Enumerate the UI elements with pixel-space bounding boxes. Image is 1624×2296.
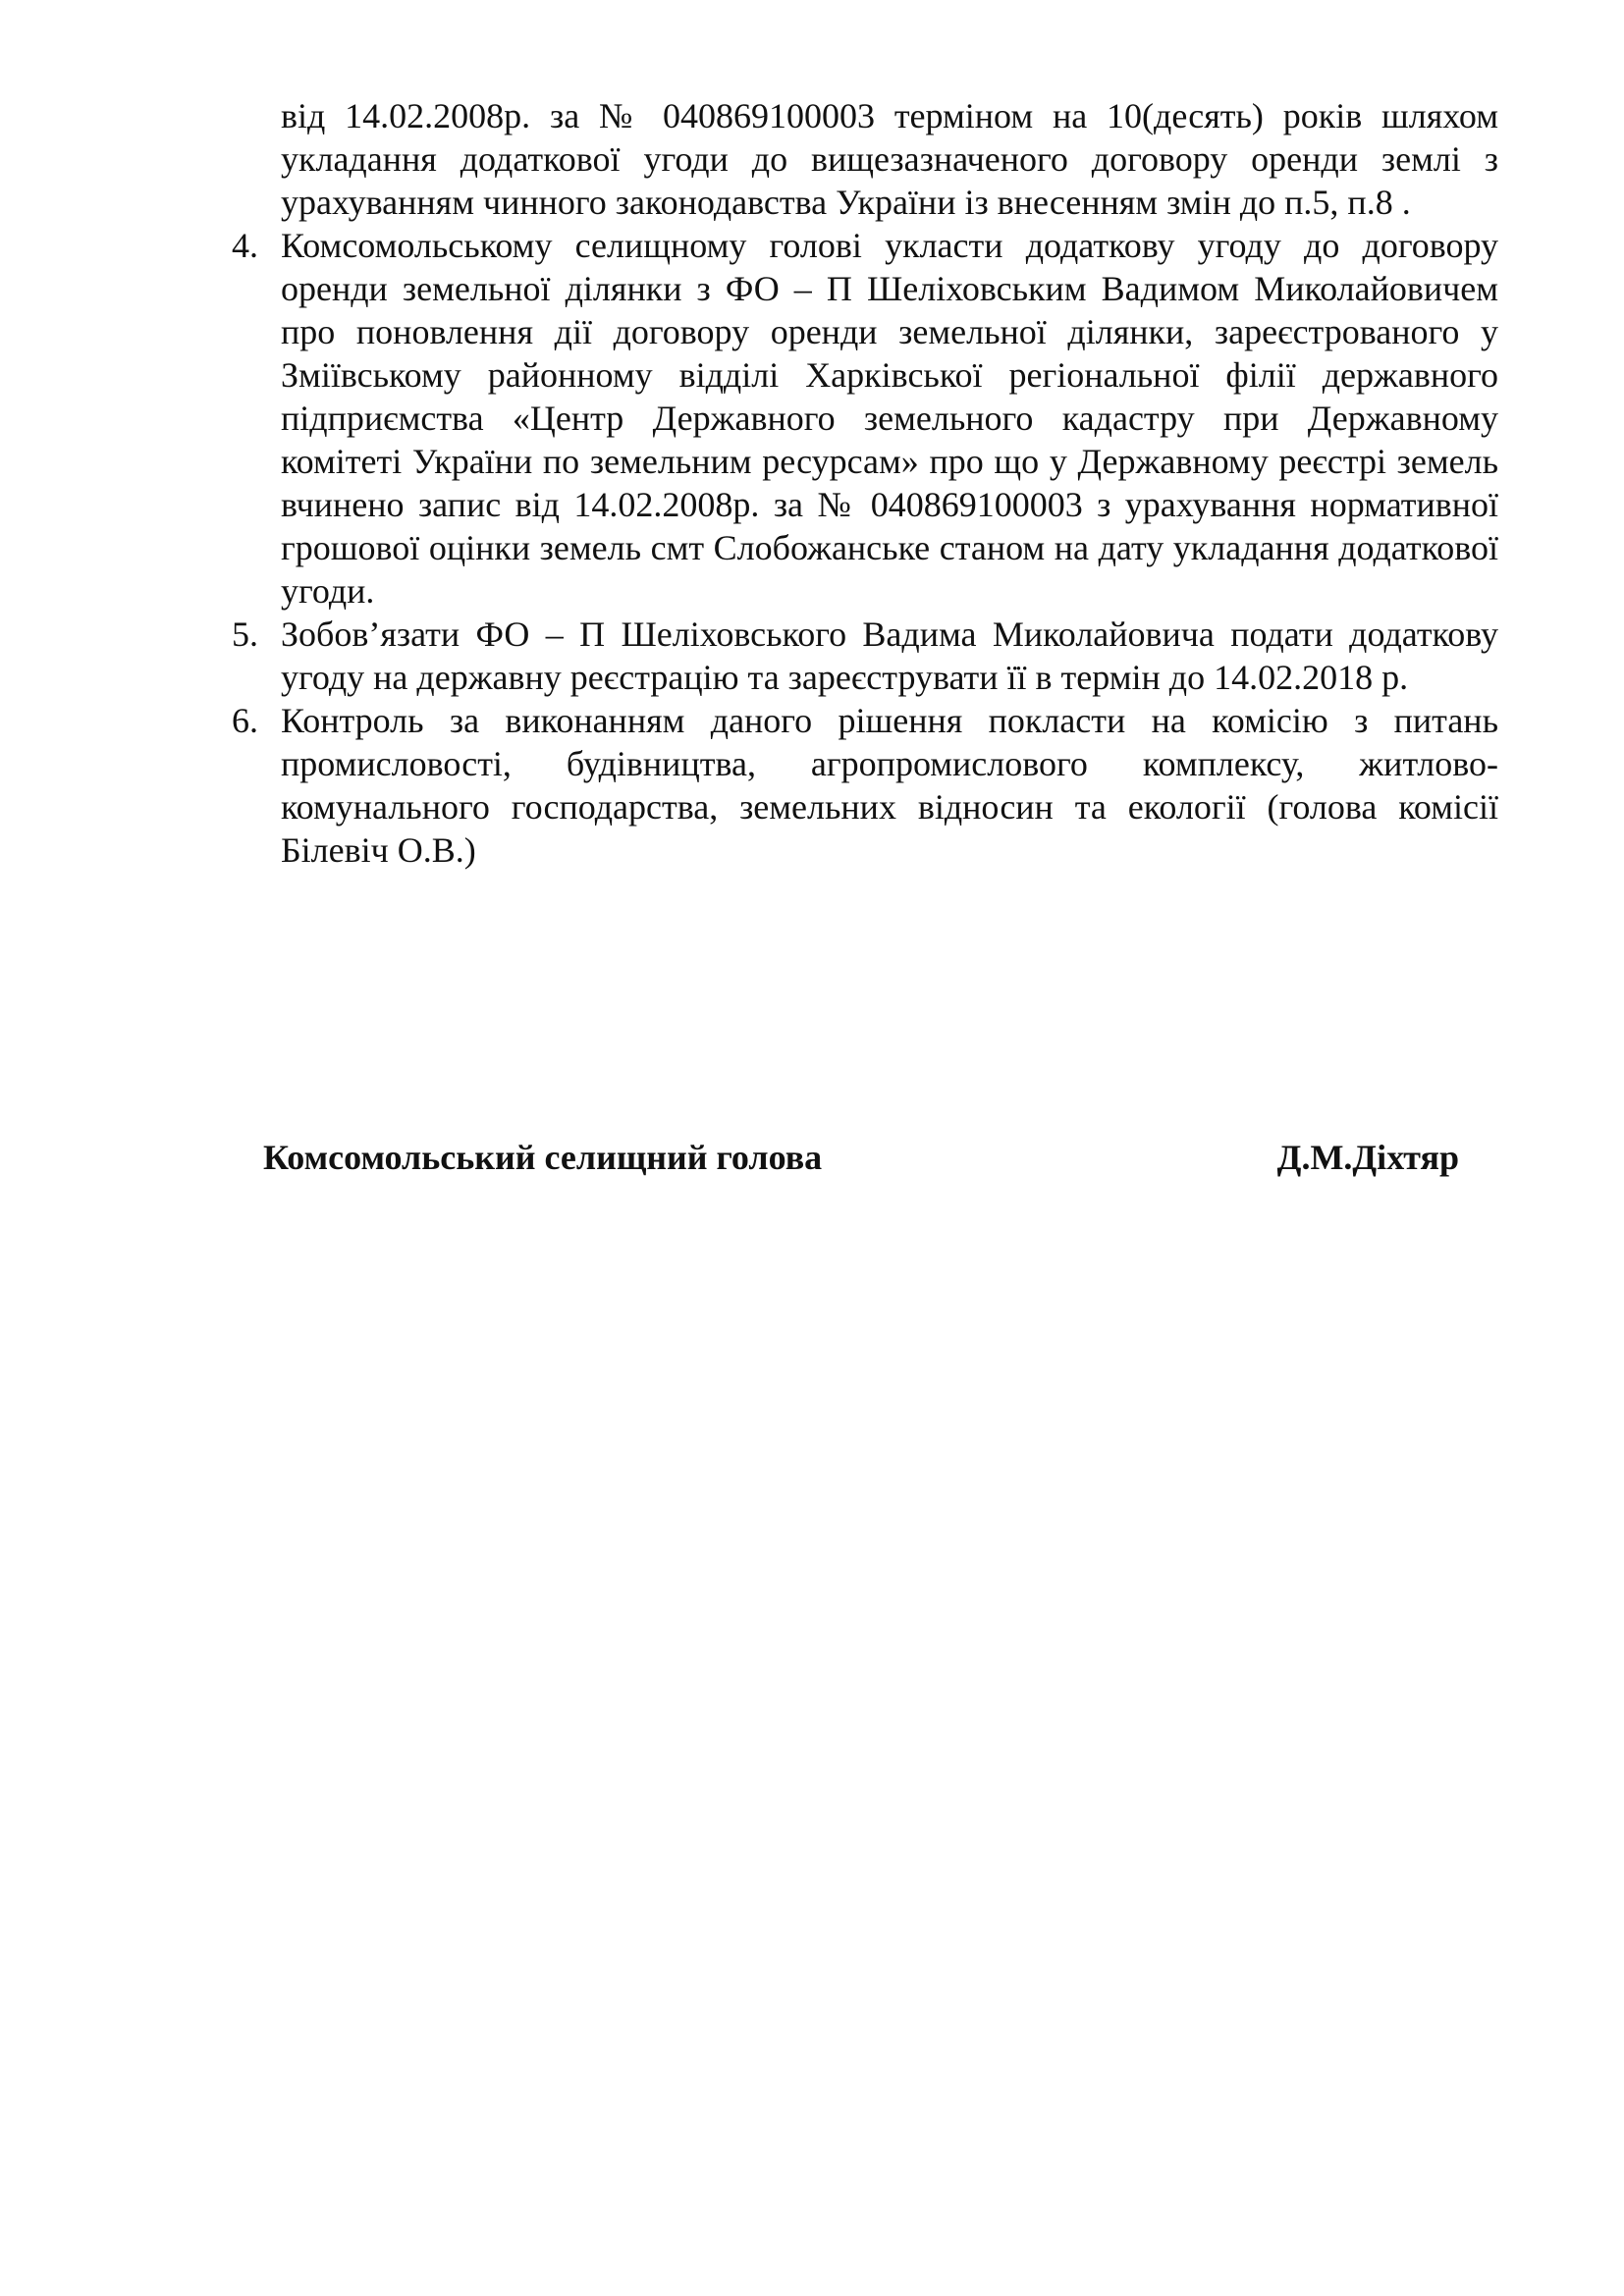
list-item-number: 4.: [232, 226, 258, 265]
list-item: [232, 224, 1498, 613]
numbered-list: [232, 224, 1498, 872]
list-item-text: Зобов’язати ФО – П Шеліховського Вадима Миколайовича подати додаткову угоду на державну реєстрацію та зареєструвати її в термін до 14.02.2018 р.: [281, 614, 1498, 697]
list-item-text: Комсомольському селищному голові укласти додаткову угоду до договору оренди земельної ділянки з ФО – П Шеліховським Вадимом Миколайовичем про поновлення дії договору оренди земельної ділянки, зареєстрованого у Зміївському районному відділі Харківської регіональної філії державного підприємства «Центр Державного земельного кадастру при Державному комітеті України по земельним ресурсам» про що у Державному реєстрі земель вчинено запис від 14.02.2008р. за № 040869100003 з урахування нормативної грошової оцінки земель смт Слобожанське станом на дату укладання додаткової угоди.: [281, 226, 1498, 611]
signatory-name: Д.М.Діхтяр: [1276, 1138, 1459, 1177]
list-item: [232, 699, 1498, 872]
signature-block: [263, 1136, 1459, 1179]
signatory-position: Комсомольський селищний голова: [263, 1138, 823, 1177]
list-item: [232, 613, 1498, 699]
continuation-paragraph: від 14.02.2008р. за № 040869100003 терміном на 10(десять) років шляхом укладання додаткової угоди до вищезазначеного договору оренди землі з урахуванням чинного законодавства України із внесенням змін до п.5, п.8 .: [281, 96, 1498, 222]
list-item-number: 6.: [232, 701, 258, 740]
document-body: [232, 94, 1498, 872]
list-item-text: Контроль за виконанням даного рішення покласти на комісію з питань промисловості, будівництва, агропромислового комплексу, житлово-комунального господарства, земельних відносин та екології (голова комісії Білевіч О.В.): [281, 701, 1498, 870]
list-item-number: 5.: [232, 614, 258, 654]
